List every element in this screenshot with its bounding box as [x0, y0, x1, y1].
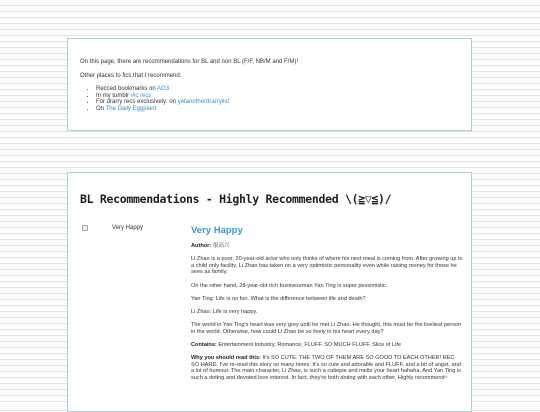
- intro-panel: [67, 38, 472, 131]
- recommendations-panel: [67, 172, 472, 412]
- ao3-link[interactable]: AO3: [157, 86, 170, 92]
- fic-summary: Li Zhao is a poor, 20-year-old actor who only thinks of where his next meal is coming from. After growing up in a child only facility, Li Zhao has taken on a very optimistic personality even while raising money for those he sees as family.: [191, 256, 463, 276]
- fic-cover-image[interactable]: [82, 225, 143, 231]
- fic-quote: Yan Ting: Life is no fun. What is the difference between life and death?: [191, 295, 366, 302]
- fic-summary: The world in Yan Ting's heart was very grey until he met Li Zhao. He thought, this must be the liveliest person in the world. Otherwise, how could Li Zhao be so lively in his heart every day?: [191, 322, 462, 335]
- other-places-text: Other places to fics that I recommend:: [80, 73, 182, 79]
- tumblr-recs-link[interactable]: #lc recs: [130, 92, 152, 99]
- fic-quote: Li Zhao: Life is very happy.: [191, 308, 258, 315]
- fic-title: Very Happy: [191, 225, 243, 236]
- intro-text: On this page, there are recommendations for BL and non BL (F/F, NB/M and F/M)!: [80, 59, 298, 65]
- section-title: BL Recommendations - Highly Recommended \(≧▽≦)/: [80, 192, 392, 206]
- broken-image-icon: [82, 225, 88, 231]
- image-alt-text: Very Happy: [112, 225, 144, 231]
- recommendation-links-list: [80, 86, 459, 112]
- list-item: • In my tumblr #lc recs: [96, 93, 459, 100]
- fic-author: Author: 很高兴: [191, 243, 230, 249]
- list-item: • Recced bookmarks on AO3: [96, 86, 459, 93]
- list-item: • For drarry recs exclusively: on yetanotherdrarrylist: [96, 99, 459, 106]
- fic-contains: Contains: Entertainment Industry, Romance, FLUFF. SO MUCH FLUFF, Slice of Life: [191, 341, 402, 348]
- fic-entry: [191, 225, 463, 388]
- list-item: • On The Daily Eggplant: [96, 106, 459, 113]
- drarry-list-link[interactable]: yetanotherdrarrylist: [177, 99, 230, 105]
- fic-why: Why you should read this: It's SO CUTE. THE TWO OF THEM ARE SO GOOD TO EACH OTHER! REC SO HARD. I've re-read this story so many times. It's so cute and adorable and FLUFF, and a bit of angst, and a lot of humour. The main character, Li Zhao, is such a cutiepie and melts your heart hahaha. And Yan Ting is such a doting and devoted love interest. In fact, they're both doting with each other. Highly recommend~: [191, 355, 461, 381]
- daily-eggplant-link[interactable]: The Daily Eggplant: [105, 105, 157, 112]
- fic-summary: On the other hand, 28-year-old rich businessman Yan Ting is super pessimistic.: [191, 282, 388, 289]
